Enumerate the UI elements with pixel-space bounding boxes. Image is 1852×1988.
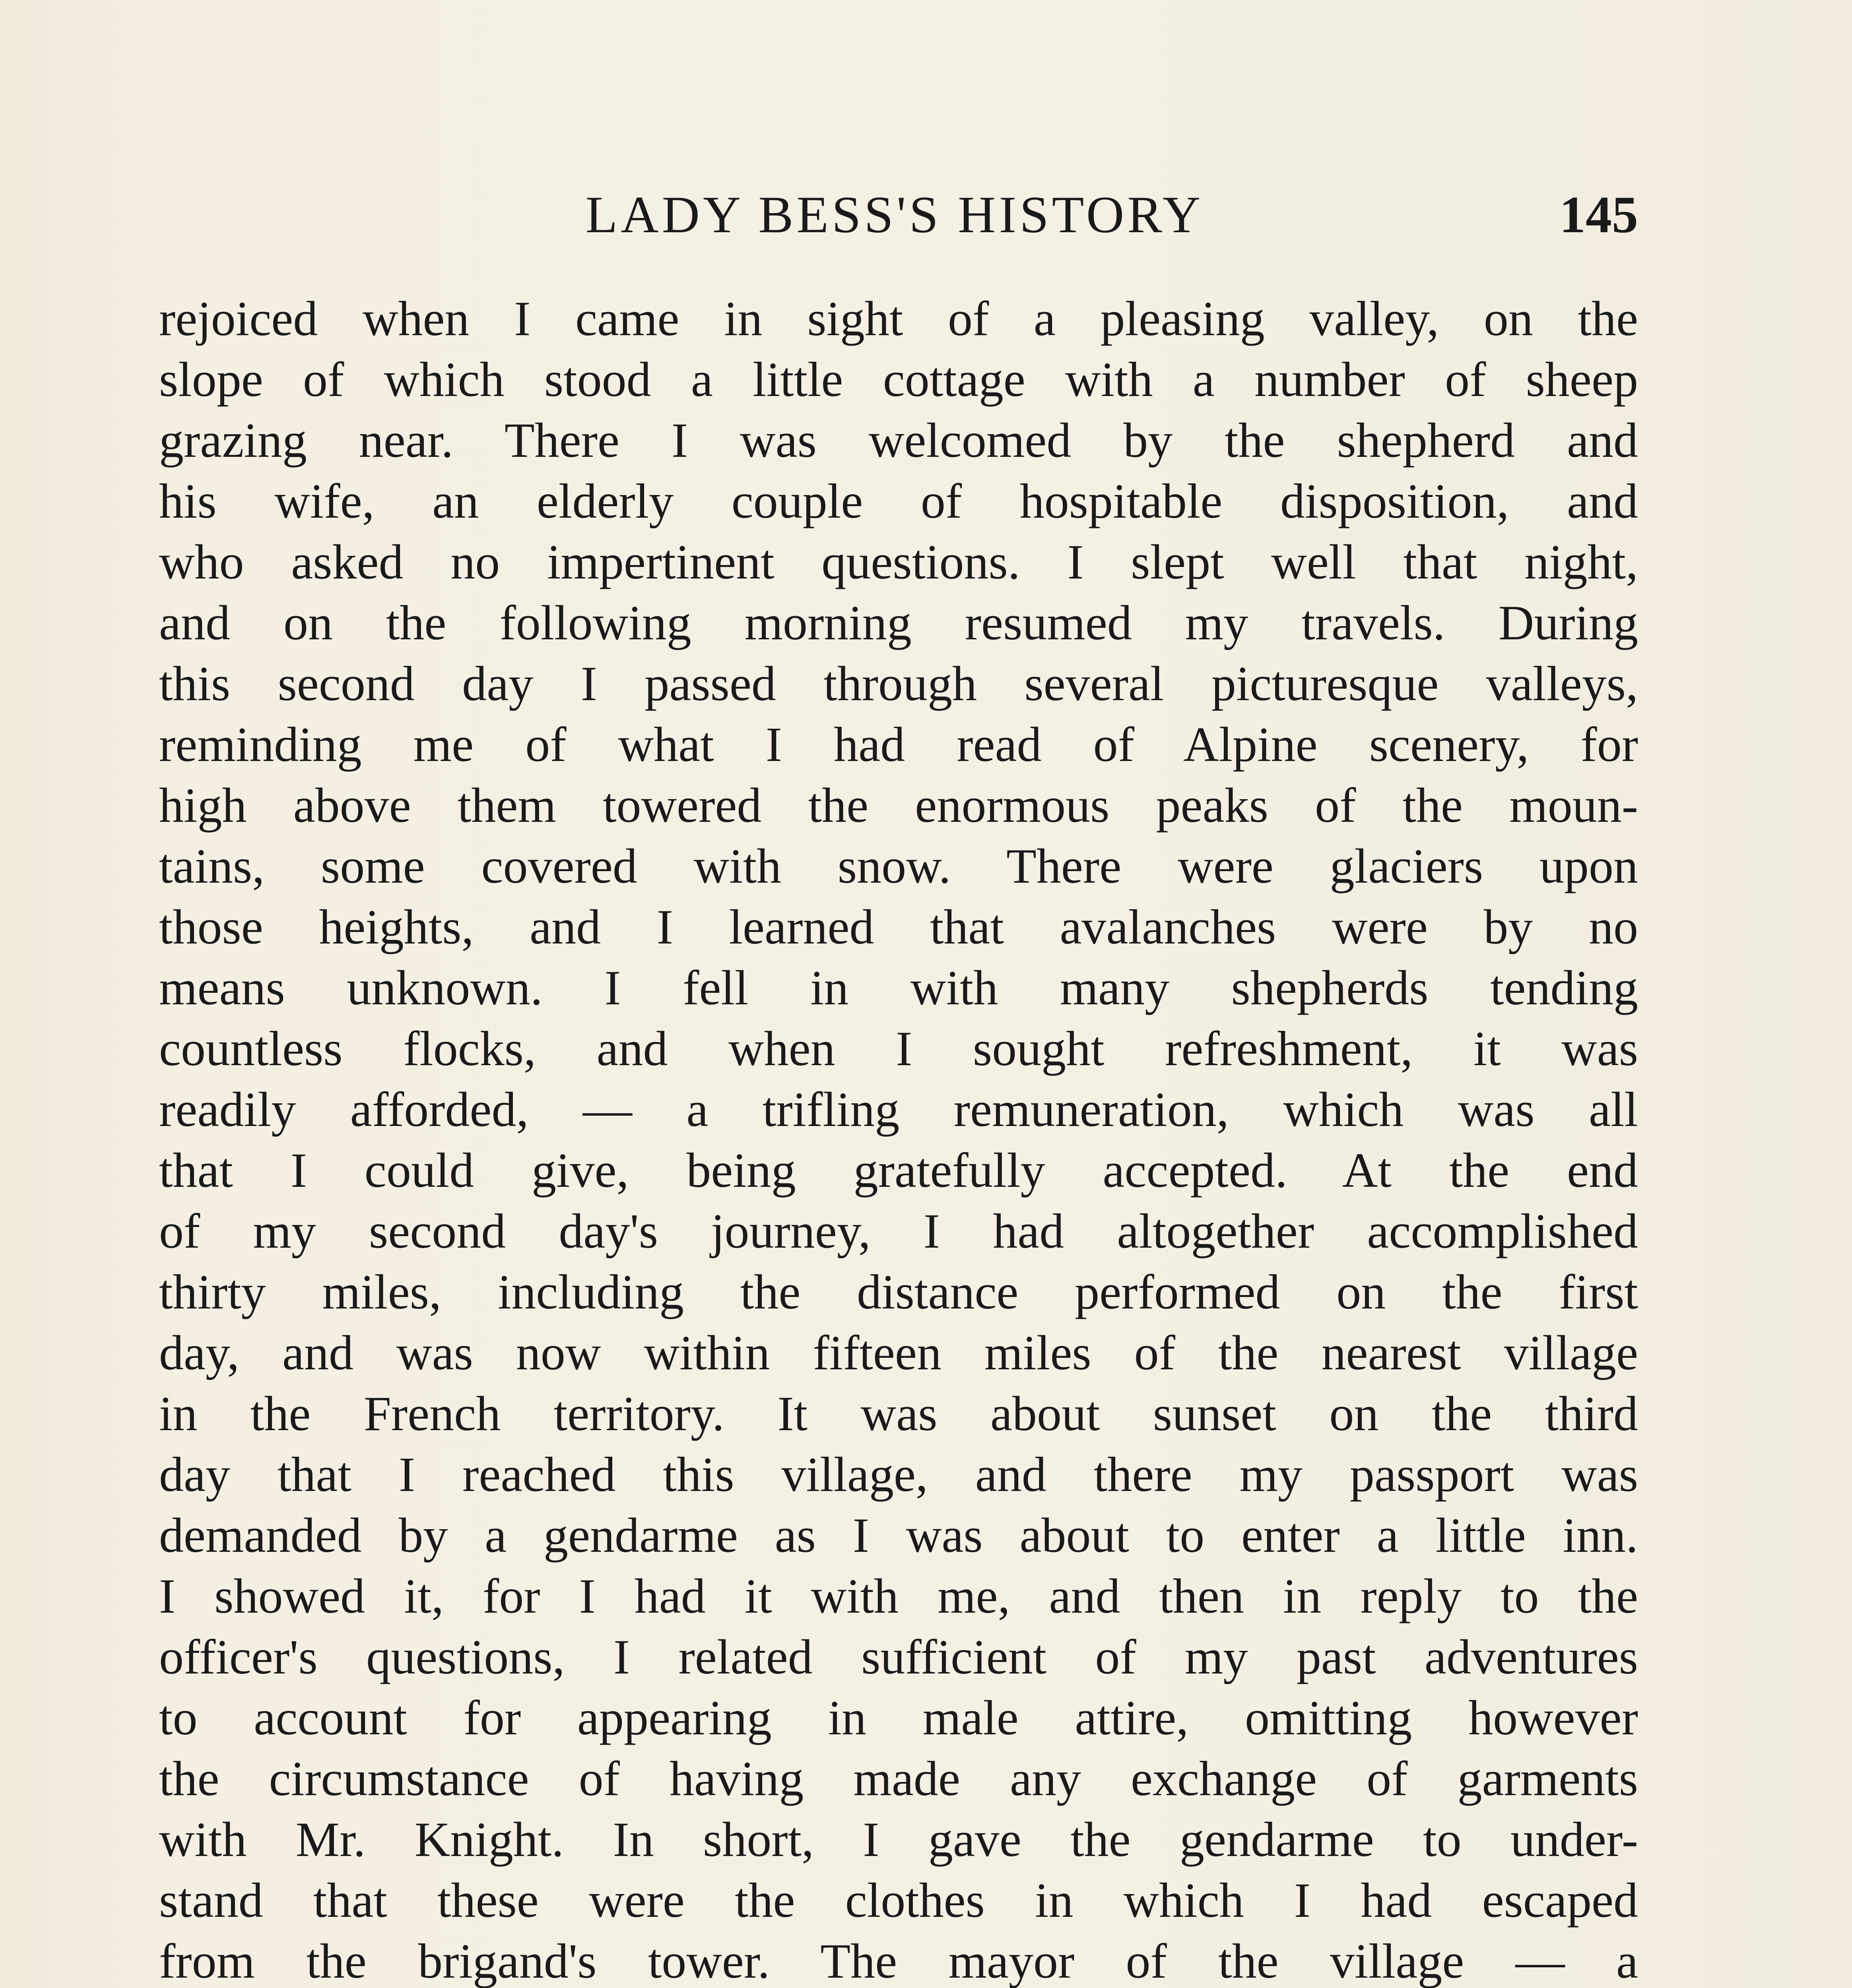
text-line: rejoiced when I came in sight of a pleasing valley, on the (159, 291, 1638, 346)
text-line: to account for appearing in male attire, omitting however (159, 1691, 1638, 1745)
text-line: those heights, and I learned that avalanches were by no (159, 900, 1638, 954)
text-line: tains, some covered with snow. There were glaciers upon (159, 839, 1638, 893)
text-line: this second day I passed through several picturesque valleys, (159, 656, 1638, 711)
text-line: reminding me of what I had read of Alpine scenery, for (159, 717, 1638, 772)
text-line: of my second day's journey, I had altogether accomplished (159, 1204, 1638, 1258)
page-number: 145 (1559, 185, 1638, 244)
text-line: officer's questions, I related sufficient of my past adventures (159, 1630, 1638, 1684)
text-line: that I could give, being gratefully accepted. At the end (159, 1143, 1638, 1198)
text-line: slope of which stood a little cottage with a number of sheep (159, 352, 1638, 407)
text-line: high above them towered the enormous peaks of the moun- (159, 778, 1638, 833)
text-line: day that I reached this village, and there my passport was (159, 1447, 1638, 1502)
text-line: his wife, an elderly couple of hospitable disposition, and (159, 474, 1638, 528)
text-line: thirty miles, including the distance performed on the first (159, 1265, 1638, 1319)
text-line: who asked no impertinent questions. I slept well that night, (159, 535, 1638, 589)
text-line: grazing near. There I was welcomed by the shepherd and (159, 413, 1638, 468)
text-line: day, and was now within fifteen miles of the nearest village (159, 1326, 1638, 1380)
text-line: means unknown. I fell in with many shepherds tending (159, 961, 1638, 1015)
text-line: the circumstance of having made any exchange of garments (159, 1751, 1638, 1806)
running-title: LADY BESS'S HISTORY (585, 185, 1204, 244)
running-head (151, 179, 1638, 250)
text-line: demanded by a gendarme as I was about to enter a little inn. (159, 1508, 1638, 1563)
text-line: and on the following morning resumed my travels. During (159, 596, 1638, 650)
text-line: countless flocks, and when I sought refreshment, it was (159, 1021, 1638, 1076)
text-line: with Mr. Knight. In short, I gave the gendarme to under- (159, 1812, 1638, 1867)
text-line: stand that these were the clothes in which I had escaped (159, 1873, 1638, 1928)
body-text (159, 288, 1638, 1988)
text-line: readily afforded, — a trifling remuneration, which was all (159, 1082, 1638, 1137)
text-line: in the French territory. It was about sunset on the third (159, 1386, 1638, 1441)
text-line: from the brigand's tower. The mayor of the village — a (159, 1934, 1638, 1988)
text-line: I showed it, for I had it with me, and then in reply to the (159, 1569, 1638, 1623)
